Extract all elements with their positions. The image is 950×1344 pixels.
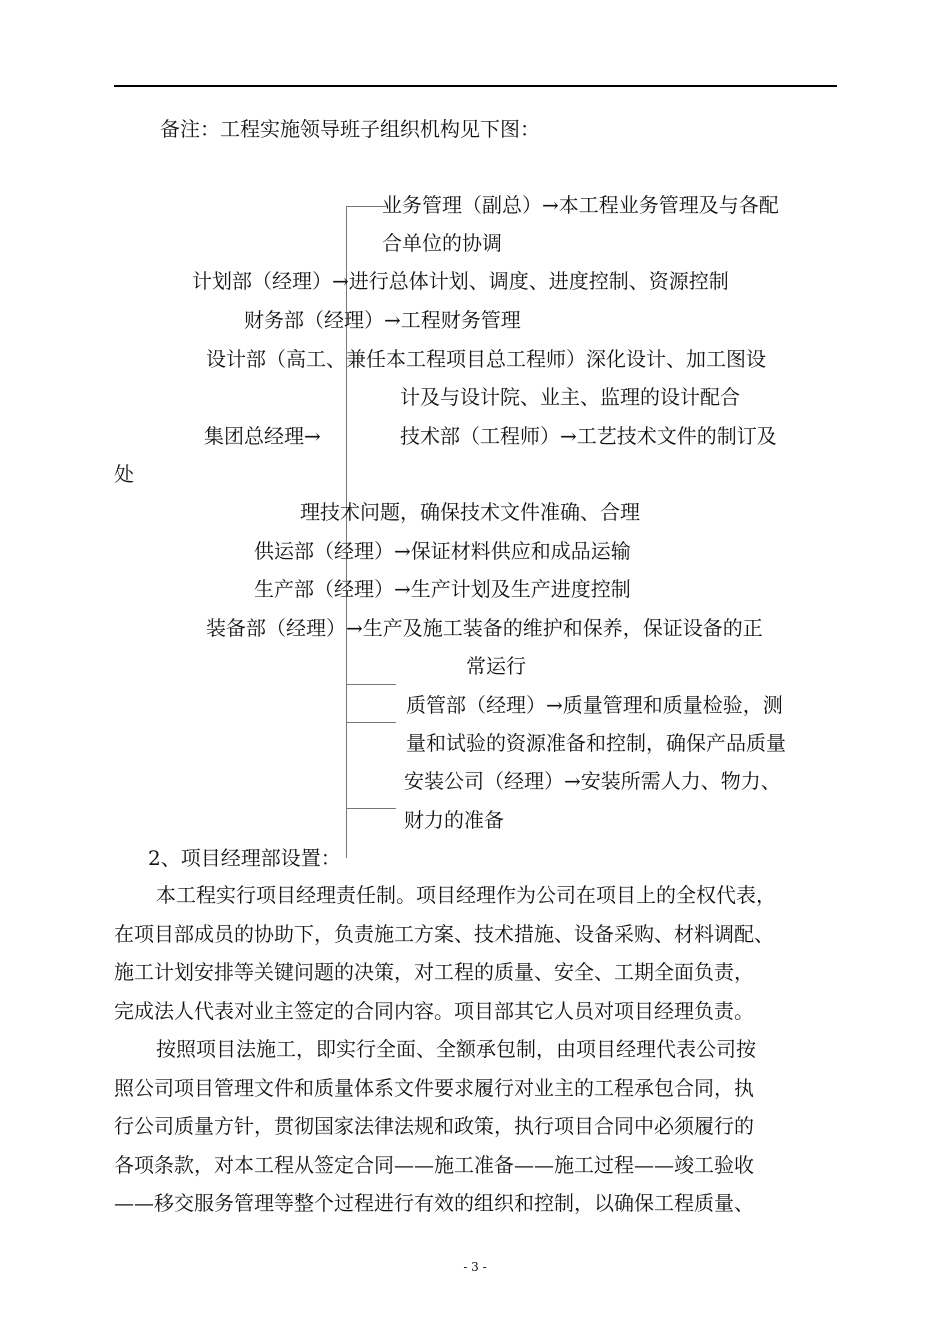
- org-line: 设计部（高工、兼任本工程项目总工程师）深化设计、加工图设: [206, 347, 766, 371]
- org-line: 生产部（经理）→生产计划及生产进度控制: [254, 577, 631, 601]
- org-line: 量和试验的资源准备和控制，确保产品质量: [406, 731, 786, 755]
- org-line: 财力的准备: [404, 808, 504, 832]
- org-connector-line: [346, 206, 386, 207]
- org-line: 业务管理（副总）→本工程业务管理及与各配: [382, 193, 779, 217]
- paragraph-line: 照公司项目管理文件和质量体系文件要求履行对业主的工程承包合同，执: [114, 1075, 754, 1100]
- org-line: 财务部（经理）→工程财务管理: [244, 308, 521, 332]
- org-line: 处: [114, 462, 134, 486]
- org-line: 计及与设计院、业主、监理的设计配合: [400, 385, 740, 409]
- org-chart-trunk-line: [346, 206, 347, 858]
- org-connector-line: [346, 808, 396, 809]
- paragraph-2: [114, 1030, 844, 1223]
- org-line: 技术部（工程师）→工艺技术文件的制订及: [400, 424, 777, 448]
- org-root-node: 集团总经理→: [204, 424, 321, 448]
- org-connector-line: [346, 722, 396, 723]
- paragraph-line: 各项条款，对本工程从签定合同——施工准备——施工过程——竣工验收: [114, 1152, 754, 1177]
- org-line: 供运部（经理）→保证材料供应和成品运输: [254, 539, 631, 563]
- section-heading: 2、项目经理部设置：: [148, 846, 341, 870]
- org-line: 计划部（经理）→进行总体计划、调度、进度控制、资源控制: [192, 269, 729, 293]
- header-rule: [114, 85, 837, 87]
- org-line: 装备部（经理）→生产及施工装备的维护和保养，保证设备的正: [206, 616, 763, 640]
- org-line: 合单位的协调: [382, 231, 502, 255]
- paragraph-line: 本工程实行项目经理责任制。项目经理作为公司在项目上的全权代表，: [156, 883, 776, 907]
- org-line: 理技术问题，确保技术文件准确、合理: [300, 500, 640, 524]
- page-number: - 3 -: [463, 1260, 487, 1274]
- paragraph-line: ——移交服务管理等整个过程进行有效的组织和控制，以确保工程质量、: [114, 1191, 754, 1215]
- paragraph-1: [114, 876, 844, 1030]
- org-line: 常运行: [466, 654, 526, 678]
- paragraph-line: 在项目部成员的协助下，负责施工方案、技术措施、设备采购、材料调配、: [114, 921, 774, 946]
- paragraph-line: 按照项目法施工，即实行全面、全额承包制，由项目经理代表公司按: [156, 1037, 756, 1061]
- org-line: 质管部（经理）→质量管理和质量检验，测: [406, 693, 783, 717]
- org-connector-line: [346, 684, 396, 685]
- note-text: 备注：工程实施领导班子组织机构见下图：: [160, 117, 540, 141]
- org-line: 安装公司（经理）→安装所需人力、物力、: [404, 769, 781, 793]
- paragraph-line: 施工计划安排等关键问题的决策，对工程的质量、安全、工期全面负责，: [114, 960, 754, 984]
- paragraph-line: 完成法人代表对业主签定的合同内容。项目部其它人员对项目经理负责。: [114, 998, 754, 1023]
- paragraph-line: 行公司质量方针，贯彻国家法律法规和政策，执行项目合同中必须履行的: [114, 1114, 754, 1138]
